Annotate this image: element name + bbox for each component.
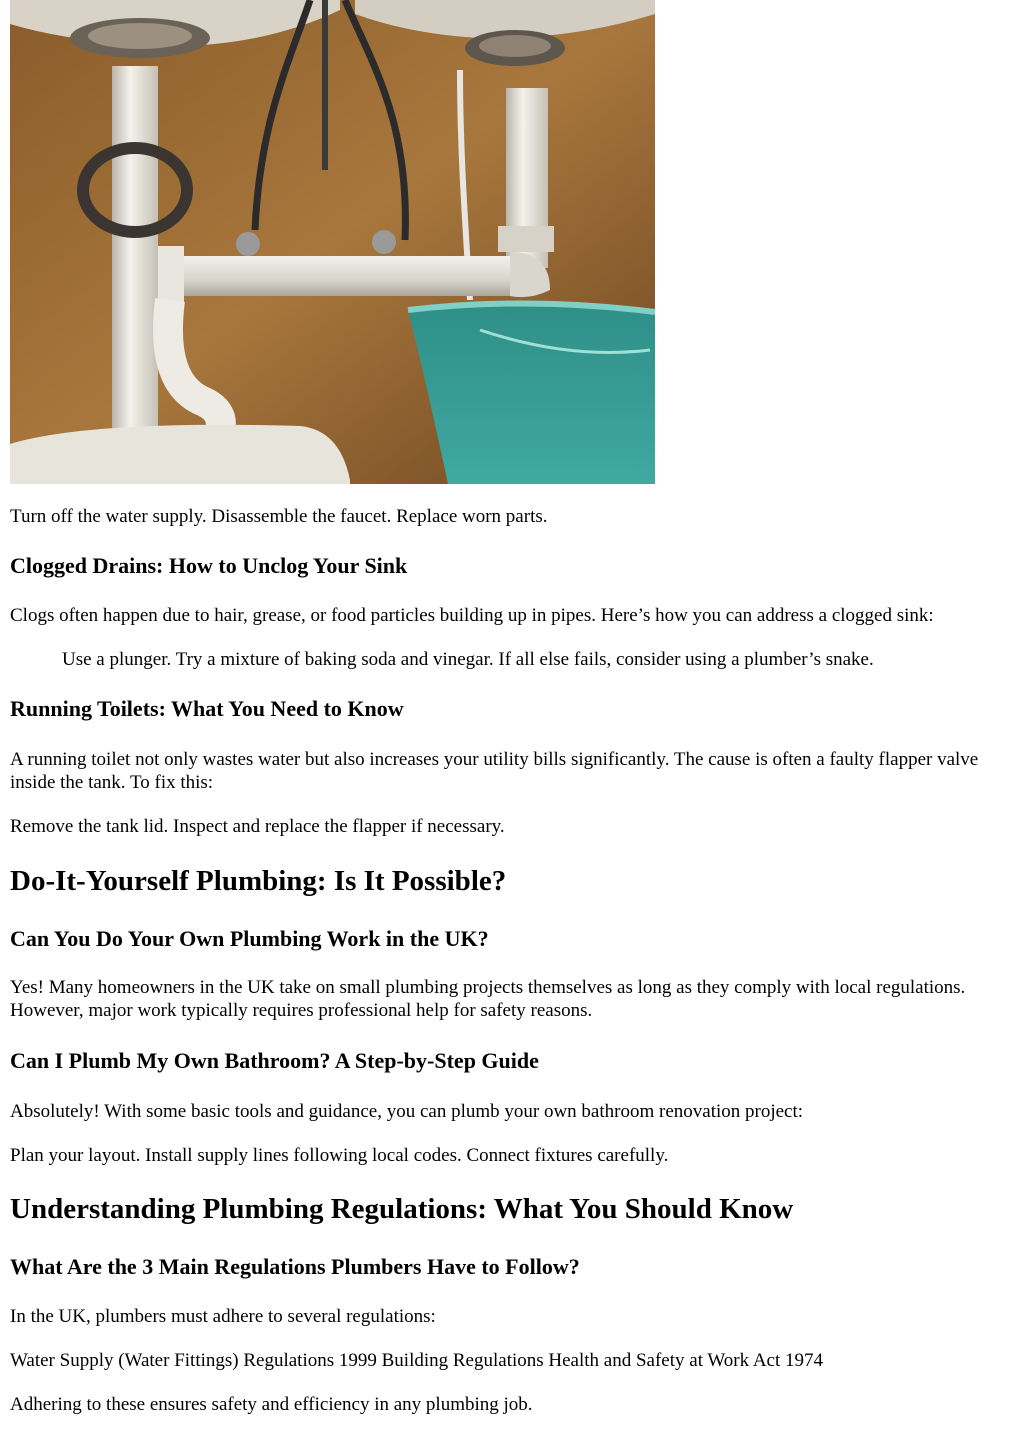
own-plumbing-work-paragraph: Yes! Many homeowners in the UK take on small plumbing projects themselves as long as they comply with local regulations. However, major work typically requires professional help for safety reasons.: [10, 977, 966, 1021]
own-bathroom-heading: Can I Plumb My Own Bathroom? A Step-by-Step Guide: [10, 1048, 539, 1073]
clog-steps-paragraph: Use a plunger. Try a mixture of baking soda and vinegar. If all else fails, consider using a plumber’s snake.: [62, 649, 874, 670]
own-plumbing-work-heading: Can You Do Your Own Plumbing Work in the UK?: [10, 926, 489, 951]
running-toilets-heading: Running Toilets: What You Need to Know: [10, 696, 404, 721]
running-toilet-paragraph: A running toilet not only wastes water but also increases your utility bills significantly. The cause is often a faulty flapper valve inside the tank. To fix this:: [10, 749, 979, 793]
bathroom-intro-paragraph: Absolutely! With some basic tools and guidance, you can plumb your own bathroom renovation project:: [10, 1101, 804, 1122]
under-sink-plumbing-photo: [10, 0, 655, 484]
plumbing-regulations-heading: Understanding Plumbing Regulations: What You Should Know: [10, 1193, 794, 1225]
uk-regulations-paragraph: In the UK, plumbers must adhere to several regulations:: [10, 1306, 436, 1327]
running-toilet-steps-paragraph: Remove the tank lid. Inspect and replace the flapper if necessary.: [10, 816, 505, 837]
clogged-drains-heading: Clogged Drains: How to Unclog Your Sink: [10, 553, 408, 578]
three-regulations-heading: What Are the 3 Main Regulations Plumbers Have to Follow?: [10, 1254, 580, 1279]
adhering-paragraph: Adhering to these ensures safety and efficiency in any plumbing job.: [10, 1394, 533, 1415]
bathroom-steps-paragraph: Plan your layout. Install supply lines following local codes. Connect fixtures carefully.: [10, 1145, 669, 1166]
diy-plumbing-heading: Do-It-Yourself Plumbing: Is It Possible?: [10, 865, 507, 897]
faucet-steps-paragraph: Turn off the water supply. Disassemble the faucet. Replace worn parts.: [10, 506, 548, 527]
under-sink-photo-drawing: [10, 0, 655, 484]
regulations-list-paragraph: Water Supply (Water Fittings) Regulations 1999 Building Regulations Health and Safety at Work Act 1974: [10, 1350, 824, 1371]
clogs-intro-paragraph: Clogs often happen due to hair, grease, or food particles building up in pipes. Here’s how you can address a clogged sink:: [10, 605, 934, 626]
